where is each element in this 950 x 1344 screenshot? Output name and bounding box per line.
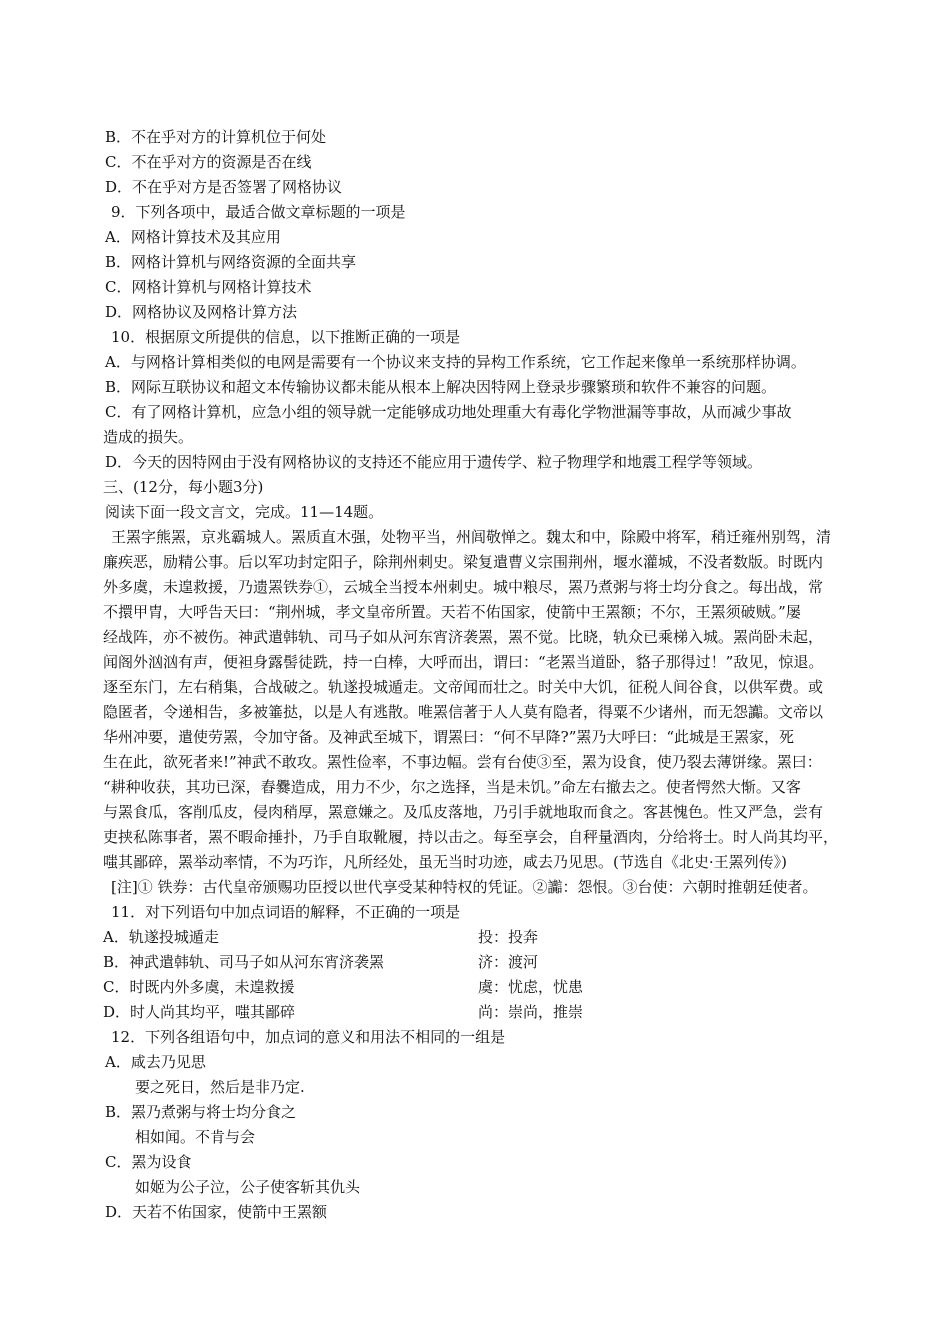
- q9-option-a: A．网格计算技术及其应用: [105, 228, 281, 246]
- q11-stem: 11．对下列语句中加点词语的解释，不正确的一项是: [111, 903, 461, 921]
- q10-option-b: B．网际互联协议和超文本传输协议都未能从根本上解决因特网上登录步骤繁琐和软件不兼容的问题。: [105, 378, 777, 396]
- q8-option-c: C．不在乎对方的资源是否在线: [105, 153, 312, 171]
- q11-option-d-gloss: 尚：崇尚，推崇: [478, 1003, 584, 1021]
- q8-option-b: B．不在乎对方的计算机位于何处: [105, 128, 327, 146]
- q11-option-b-gloss: 济：渡河: [478, 953, 539, 971]
- q8-option-d: D．不在乎对方是否签署了网格协议: [105, 178, 343, 196]
- q12-option-a-line2: 要之死日，然后是非乃定.: [135, 1078, 305, 1096]
- q11-option-a: [103, 925, 873, 949]
- q9-option-d: D．网格协议及网格计算方法: [105, 303, 298, 321]
- passage-line: 经战阵，亦不被伤。神武遣韩轨、司马子如从河东宵济袭罴，罴不觉。比晓，轨众已乘梯入城。罴尚卧未起，: [103, 628, 824, 646]
- q11-option-a-gloss: 投：投奔: [478, 928, 539, 946]
- q11-option-b-sentence: B．神武遣韩轨、司马子如从河东宵济袭罴: [103, 953, 385, 971]
- q11-option-c: [103, 975, 873, 999]
- passage-line: “耕种收获，其功已深，舂爨造成，用力不少，尔之选择，当是未饥。”命左右撤去之。使者愕然大惭。又客: [103, 778, 801, 796]
- q11-option-c-gloss: 虞：忧虑，忧患: [478, 978, 584, 996]
- q9-option-c: C．网格计算机与网格计算技术: [105, 278, 312, 296]
- q11-option-d-sentence: D．时人尚其均平，嗤其鄙碎: [103, 1003, 296, 1021]
- passage-line: 外多虞，未遑救援，乃遗罴铁券①，云城全当授本州刺史。城中粮尽，罴乃煮粥与将士均分食之。每出战，常: [103, 578, 824, 596]
- q12-option-c-line1: C．罴为设食: [105, 1153, 192, 1171]
- q11-option-d: [103, 1000, 873, 1024]
- q9-stem: 9．下列各项中，最适合做文章标题的一项是: [111, 203, 406, 221]
- q11-option-c-sentence: C．时既内外多虞，未遑救援: [103, 978, 295, 996]
- passage-line: 华州冲要，遣使劳罴，令加守备。及神武至城下，谓罴曰：“何不早降?”罴乃大呼曰：“此城是王罴家，死: [103, 728, 795, 746]
- passage-line: 廉疾恶，励精公事。后以军功封定阳子，除荆州刺史。梁复遣曹义宗围荆州，堰水灌城，不没者数版。时既内: [103, 553, 824, 571]
- q10-stem: 10．根据原文所提供的信息，以下推断正确的一项是: [111, 328, 461, 346]
- q12-stem: 12．下列各组语句中，加点词的意义和用法不相同的一组是: [111, 1028, 506, 1046]
- section-3-heading: 三、(12分，每小题3分): [103, 478, 264, 496]
- passage-line: 闻阁外汹汹有声，便袒身露髻徒跣，持一白棒，大呼而出，谓曰：“老罴当道卧，貉子那得过！”敌见，惊退。: [103, 653, 824, 671]
- q12-option-c-line2: 如姬为公子泣，公子使客斩其仇头: [135, 1178, 361, 1196]
- section-3-instruction: 阅读下面一段文言文，完成。11—14题。: [105, 503, 384, 521]
- q12-option-d-line1: D．天若不佑国家，使箭中王罴额: [105, 1203, 328, 1221]
- q9-option-b: B．网格计算机与网络资源的全面共享: [105, 253, 357, 271]
- q10-option-c-line2: 造成的损失。: [103, 428, 194, 446]
- footnote: [注]① 铁券：古代皇帝颁赐功臣授以世代享受某种特权的凭证。②讟：怨恨。③台使：六朝时推朝廷使者。: [111, 878, 818, 896]
- q12-option-b-line2: 相如闻。不肯与会: [135, 1128, 256, 1146]
- q11-option-a-sentence: A．轨遂投城遁走: [103, 928, 219, 946]
- passage-line: 王罴字熊罴，京兆霸城人。罴质直木强，处物平当，州闾敬惮之。魏太和中，除殿中将军，稍迁雍州别驾，清: [111, 528, 832, 546]
- q10-option-d: D．今天的因特网由于没有网格协议的支持还不能应用于遗传学、粒子物理学和地震工程学等领域。: [105, 453, 763, 471]
- q11-option-b: [103, 950, 873, 974]
- passage-line: 与罴食瓜，客削瓜皮，侵肉稍厚，罴意嫌之。及瓜皮落地，乃引手就地取而食之。客甚愧色。性又严急，尝有: [103, 803, 824, 821]
- q10-option-c-line1: C．有了网格计算机，应急小组的领导就一定能够成功地处理重大有毒化学物泄漏等事故，从而减少事故: [105, 403, 792, 421]
- passage-line: 逐至东门，左右稍集，合战破之。轨遂投城遁走。文帝闻而壮之。时关中大饥，征税人间谷食，以供军费。或: [103, 678, 824, 696]
- q12-option-b-line1: B．罴乃煮粥与将士均分食之: [105, 1103, 297, 1121]
- passage-line: 生在此，欲死者来!”神武不敢攻。罴性俭率，不事边幅。尝有台使③至，罴为设食，使乃裂去薄饼缘。罴曰：: [103, 753, 822, 771]
- passage-line: 嗤其鄙碎，罴举动率情，不为巧诈，凡所经处，虽无当时功迹，咸去乃见思。(节选自《北史·王罴列传》): [103, 853, 787, 871]
- passage-line: 隐匿者，令递相告，多被箠挞，以是人有逃散。唯罴信著于人人莫有隐者，得粟不少诸州，而无怨讟。文帝以: [103, 703, 824, 721]
- q12-option-a-line1: A．咸去乃见思: [105, 1053, 206, 1071]
- passage-line: 不擐甲胄，大呼告天曰：“荆州城，孝文皇帝所置。天若不佑国家，使箭中王罴额；不尔，王罴须破贼。”屡: [103, 603, 801, 621]
- passage-line: 吏挟私陈事者，罴不暇命捶扑，乃手自取靴履，持以击之。每至享会，自秤量酒肉，分给将士。时人尚其均平，: [103, 828, 839, 846]
- q10-option-a: A．与网格计算相类似的电网是需要有一个协议来支持的异构工作系统，它工作起来像单一系统那样协调。: [105, 353, 806, 371]
